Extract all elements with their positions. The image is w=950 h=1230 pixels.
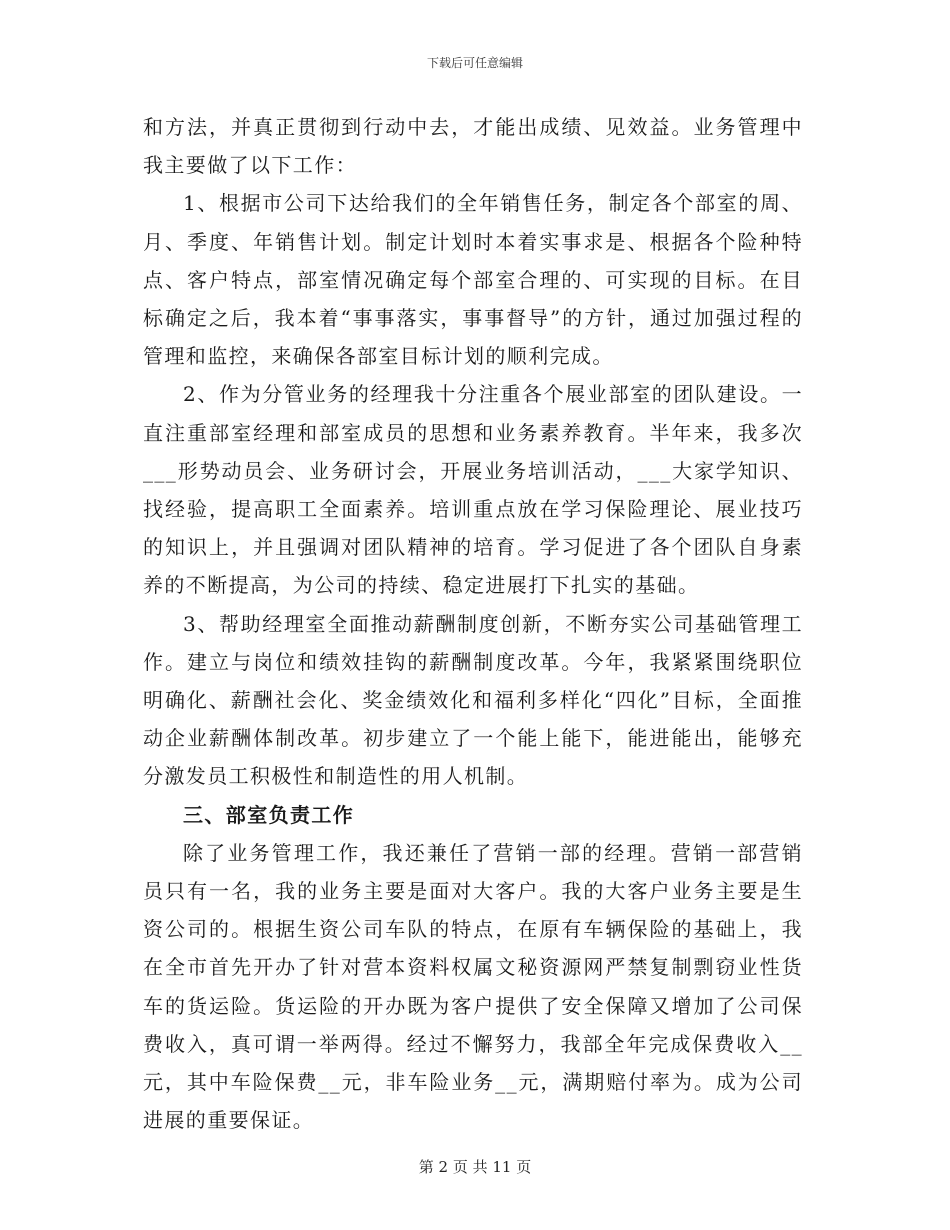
- paragraph-item-1: 1、根据市公司下达给我们的全年销售任务，制定各个部室的周、月、季度、年销售计划。制定计划时本着实事求是、根据各个险种特点、客户特点，部室情况确定每个部室合理的、可实现的目标。在目标确定之后，我本着“事事落实，事事督导”的方针，通过加强过程的管理和监控，来确保各部室目标计划的顺利完成。: [143, 191, 803, 369]
- paragraph-item-3: 3、帮助经理室全面推动薪酬制度创新，不断夯实公司基础管理工作。建立与岗位和绩效挂钩的薪酬制度改革。今年，我紧紧围绕职位明确化、薪酬社会化、奖金绩效化和福利多样化“四化”目标，全面推动企业薪酬体制改革。初步建立了一个能上能下，能进能出，能够充分激发员工积极性和制造性的用人机制。: [143, 611, 803, 789]
- paragraph-continuation: 和方法，并真正贯彻到行动中去，才能出成绩、见效益。业务管理中我主要做了以下工作：: [143, 115, 803, 178]
- paragraph-item-2: 2、作为分管业务的经理我十分注重各个展业部室的团队建设。一直注重部室经理和部室成员的思想和业务素养教育。半年来，我多次___形势动员会、业务研讨会，开展业务培训活动，___大家学知识、找经验，提高职工全面素养。培训重点放在学习保险理论、展业技巧的知识上，并且强调对团队精神的培育。学习促进了各个团队自身素养的不断提高，为公司的持续、稳定进展打下扎实的基础。: [143, 382, 803, 598]
- section-heading: 三、部室负责工作: [183, 802, 355, 827]
- page-number: 第 2 页 共 11 页: [418, 1158, 532, 1176]
- paragraph-section-3: 除了业务管理工作，我还兼任了营销一部的经理。营销一部营销员只有一名，我的业务主要是面对大客户。我的大客户业务主要是生资公司的。根据生资公司车队的特点，在原有车辆保险的基础上，我在全市首先开办了针对营本资料权属文秘资源网严禁复制剽窃业性货车的货运险。货运险的开办既为客户提供了安全保障又增加了公司保费收入，真可谓一举两得。经过不懈努力，我部全年完成保费收入__元，其中车险保费__元，非车险业务__元，满期赔付率为。成为公司进展的重要保证。: [143, 840, 803, 1133]
- page-header: 下载后可任意编辑: [426, 56, 523, 70]
- document-body: [143, 108, 803, 1139]
